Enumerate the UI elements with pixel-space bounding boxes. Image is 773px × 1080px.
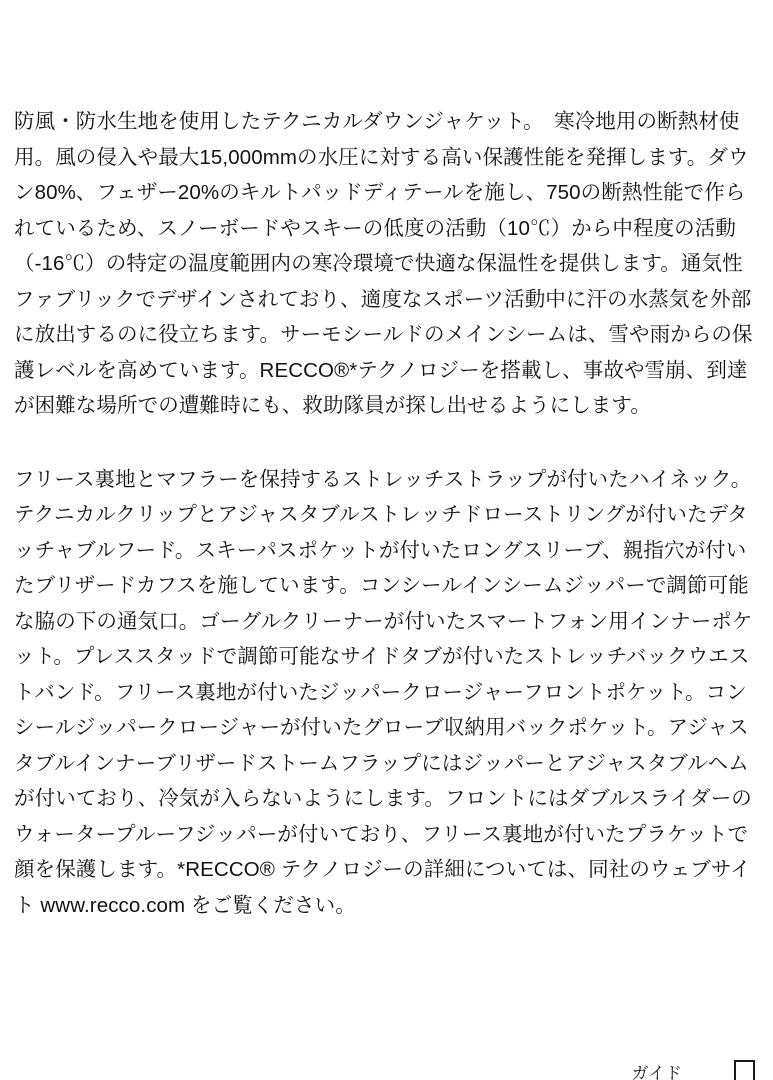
product-description-paragraph-2: フリース裏地とマフラーを保持するストレッチストラップが付いたハイネック。テクニカルクリップとアジャスタブルストレッチドローストリングが付いたデタッチャブルフード。スキーパスポケットが付いたロングスリーブ、親指穴が付いたブリザードカフスを施しています。コンシールインシームジッパーで調節可能な脇の下の通気口。ゴーグルクリーナーが付いたスマートフォン用インナーポケット。プレススタッドで調節可能なサイドタブが付いたストレッチバックウエストバンド。フリース裏地が付いたジッパークロージャーフロントポケット。コンシールジッパークロージャーが付いたグローブ収納用バックポケット。アジャスタブルインナーブリザードストームフラップにはジッパーとアジャスタブルヘムが付いており、冷気が入らないようにします。フロントにはダブルスライダーのウォータープルーフジッパーが付いており、フリース裏地が付いたプラケットで顔を保護します。*RECCO® テクノロジーの詳細については、同社のウェブサイト www.recco.com をご覧ください。 xyxy=(14,467,753,917)
footer-partial-label: ガイド xyxy=(631,1064,682,1080)
square-outline-icon[interactable] xyxy=(734,1060,755,1080)
footer-strip xyxy=(0,1046,773,1080)
footer-row xyxy=(632,1046,756,1080)
document-body xyxy=(14,0,759,923)
product-description-paragraph-1: 防風・防水生地を使用したテクニカルダウンジャケット。 寒冷地用の断熱材使用。風の侵入や最大15,000mmの水圧に対する高い保護性能を発揮します。ダウン80%、フェザー20%のキルトパッドディテールを施し、750の断熱性能で作られているため、スノーボードやスキーの低度の活動（10℃）から中程度の活動（-16℃）の特定の温度範囲内の寒冷環境で快適な保温性を提供します。通気性ファブリックでデザインされており、適度なスポーツ活動中に汗の水蒸気を外部に放出するのに役立ちます。サーモシールドのメインシームは、雪や雨からの保護レベルを高めています。RECCO®*テクノロジーを搭載し、事故や雪崩、到達が困難な場所での遭難時にも、救助隊員が探し出せるようにします。 xyxy=(14,110,753,417)
